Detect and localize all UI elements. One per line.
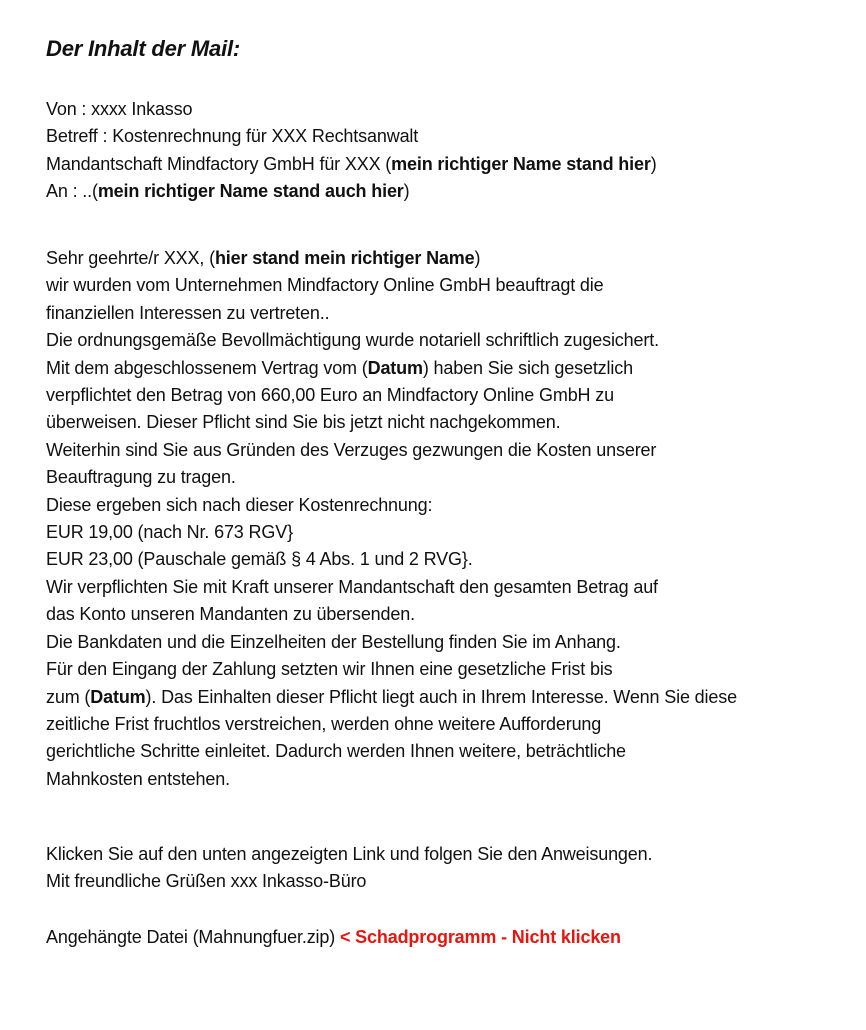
body-line: verpflichtet den Betrag von 660,00 Euro an Mindfactory Online GmbH zu — [46, 385, 614, 406]
cost-item: EUR 23,00 (Pauschale gemäß § 4 Abs. 1 und 2 RVG}. — [46, 549, 473, 570]
body-line: Für den Eingang der Zahlung setzten wir Ihnen eine gesetzliche Frist bis — [46, 659, 613, 680]
body-line: Die Bankdaten und die Einzelheiten der Bestellung finden Sie im Anhang. — [46, 631, 621, 652]
contract-date: Datum — [367, 357, 423, 378]
greeting-close: ) — [474, 248, 481, 268]
mail-header — [46, 96, 657, 206]
mail-closing — [46, 841, 652, 896]
mail-to-close: ) — [403, 181, 410, 202]
mail-body — [46, 245, 737, 793]
mail-to-name: mein richtiger Name stand auch hier — [97, 181, 404, 202]
body-line: Die ordnungsgemäße Bevollmächtigung wurde notariell schriftlich zugesichert. — [46, 330, 659, 351]
page-title: Der Inhalt der Mail: — [46, 36, 241, 61]
body-line: wir wurden vom Unternehmen Mindfactory Online GmbH beauftragt die — [46, 275, 604, 296]
mail-from: Von : xxxx Inkasso — [46, 99, 193, 119]
attachment-label: Angehängte Datei (Mahnungfuer.zip) — [46, 927, 340, 947]
mail-client-text: Mandantschaft Mindfactory GmbH für XXX ( — [46, 153, 392, 174]
contract-text: Mit dem abgeschlossenem Vertrag vom ( — [46, 357, 368, 378]
mail-attachment — [46, 924, 621, 951]
body-line: Diese ergeben sich nach dieser Kostenrechnung: — [46, 494, 433, 515]
attachment-line — [46, 924, 621, 951]
deadline-text: zum ( — [46, 686, 91, 707]
body-line: Mahnkosten entstehen. — [46, 768, 230, 789]
body-line — [46, 684, 737, 711]
body-line: überweisen. Dieser Pflicht sind Sie bis jetzt nicht nachgekommen. — [46, 412, 561, 433]
body-line — [46, 355, 737, 382]
malware-warning: < Schadprogramm - Nicht klicken — [339, 927, 621, 947]
mail-to-text: An : ..( — [46, 181, 98, 202]
cost-item: EUR 19,00 (nach Nr. 673 RGV} — [46, 522, 293, 543]
body-line: zeitliche Frist fruchtlos verstreichen, werden ohne weitere Aufforderung — [46, 713, 602, 734]
greeting-name: hier stand mein richtiger Name — [214, 248, 475, 268]
mail-client-name: mein richtiger Name stand hier — [391, 153, 651, 174]
body-line: Weiterhin sind Sie aus Gründen des Verzuges gezwungen die Kosten unserer — [46, 439, 657, 460]
body-line: das Konto unseren Mandanten zu übersenden. — [46, 604, 415, 625]
body-line: finanziellen Interessen zu vertreten.. — [46, 302, 330, 323]
mail-to — [46, 178, 657, 205]
greeting-text: Sehr geehrte/r XXX, ( — [46, 248, 215, 268]
closing-instruction: Klicken Sie auf den unten angezeigten Link und folgen Sie den Anweisungen. — [46, 844, 653, 864]
contract-text-end: ) haben Sie sich gesetzlich — [422, 357, 633, 378]
deadline-date: Datum — [90, 686, 146, 707]
body-line: Wir verpflichten Sie mit Kraft unserer Mandantschaft den gesamten Betrag auf — [46, 576, 658, 597]
mail-client — [46, 151, 657, 178]
body-line: gerichtliche Schritte einleitet. Dadurch werden Ihnen weitere, beträchtliche — [46, 741, 626, 762]
mail-client-close: ) — [650, 153, 657, 174]
mail-subject: Betreff : Kostenrechnung für XXX Rechtsanwalt — [46, 126, 419, 147]
deadline-text-end: ). Das Einhalten dieser Pflicht liegt auch in Ihrem Interesse. Wenn Sie diese — [145, 686, 737, 707]
closing-signature: Mit freundliche Grüßen xxx Inkasso-Büro — [46, 871, 367, 892]
body-line: Beauftragung zu tragen. — [46, 467, 236, 488]
body-greeting — [46, 245, 737, 272]
